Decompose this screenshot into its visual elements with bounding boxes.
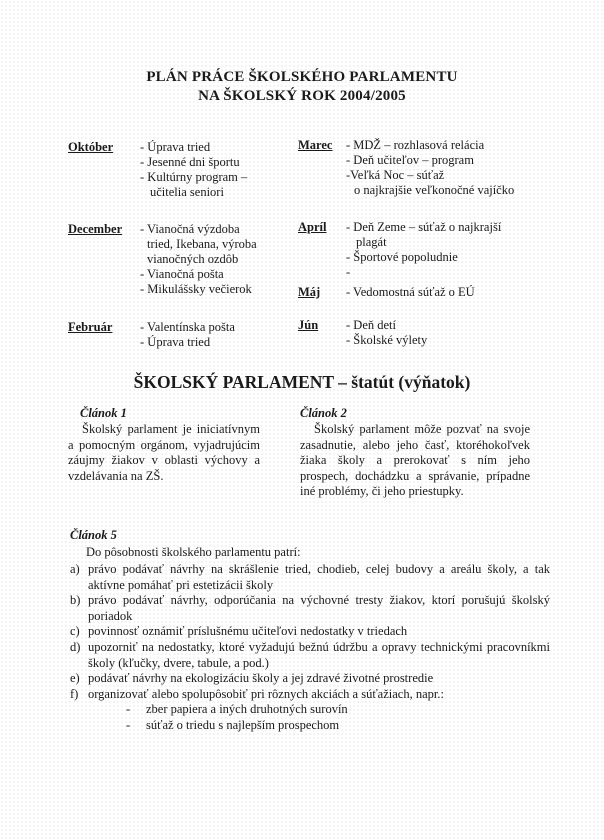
article-5-heading: Článok 5 <box>70 528 117 542</box>
month-label: Apríl <box>298 220 327 234</box>
sub-list-text: súťaž o triedu s najlepším prospechom <box>146 717 340 732</box>
plan-item: - Úprava tried <box>140 140 211 154</box>
month-label: Február <box>68 320 113 334</box>
list-item <box>70 562 550 593</box>
plan-item: učitelia seniori <box>150 185 224 199</box>
list-marker: c) <box>70 624 80 639</box>
plan-items <box>140 140 247 200</box>
list-text: upozorniť na nedostatky, ktoré vyžadujú bežnú údržbu a opravy technickými pracovníkmi školy (kľučky, dvere, tabule, a pod.) <box>88 639 550 670</box>
sub-list-item <box>70 718 550 734</box>
article-1-heading: Článok 1 <box>80 406 127 420</box>
list-text: povinnosť oznámiť príslušnému učiteľovi nedostatky v triedach <box>88 624 408 639</box>
plan-item: - <box>346 265 351 279</box>
list-text: právo podávať návrhy na skrášlenie tried, chodieb, celej budovy a areálu školy, a tak aktívne pomáhať pri estetizácii školy <box>88 562 550 592</box>
plan-items <box>140 320 235 350</box>
plan-items <box>346 285 475 300</box>
statute-title: ŠKOLSKÝ PARLAMENT – štatút (výňatok) <box>133 372 471 392</box>
month-label: Máj <box>298 285 321 299</box>
article-5-intro: Do pôsobnosti školského parlamentu patrí: <box>86 545 301 559</box>
list-item <box>70 671 550 687</box>
list-marker: d) <box>70 639 81 654</box>
page-title <box>0 68 604 106</box>
sub-list-marker: - <box>126 702 131 717</box>
list-text: organizovať alebo spolupôsobiť pri rôznych akciách a súťažiach, napr.: <box>88 686 444 701</box>
sub-list-item <box>70 702 550 718</box>
plan-item: - Vedomostná súťaž o EÚ <box>346 285 475 299</box>
plan-item: - Vianočná výzdoba <box>140 222 240 236</box>
plan-items <box>346 138 514 198</box>
plan-item: - MDŽ – rozhlasová relácia <box>346 138 485 152</box>
list-text: právo podávať návrhy, odporúčania na výchovné tresty žiakov, ktorí porušujú školský poriadok <box>88 593 550 623</box>
article-2-text: Školský parlament môže pozvať na svoje zasadnutie, alebo jeho časť, ktoréhokoľvek žiaka školy a prerokovať s ním jeho prospech, dochádzku a správanie, prípadne iné problémy, či jeho priestupky. <box>300 422 530 499</box>
list-text: podávať návrhy na ekologizáciu školy a jej zdravé životné prostredie <box>88 671 434 686</box>
list-marker: b) <box>70 593 81 608</box>
plan-item: - Vianočná pošta <box>140 267 224 281</box>
plan-item: - Úprava tried <box>140 335 211 349</box>
plan-item: plagát <box>356 235 387 249</box>
month-label: Marec <box>298 138 333 152</box>
plan-item: - Kultúrny program – <box>140 170 248 184</box>
sub-list-text: zber papiera a iných druhotných surovín <box>146 702 348 717</box>
month-label: December <box>68 222 123 236</box>
list-item <box>70 624 550 640</box>
sub-list-marker: - <box>126 717 131 732</box>
plan-item: vianočných ozdôb <box>147 252 239 266</box>
month-label: Jún <box>298 318 319 332</box>
plan-items <box>140 222 257 297</box>
plan-item: o najkrajšie veľkonočné vajíčko <box>354 183 515 197</box>
plan-item: - Valentínska pošta <box>140 320 235 334</box>
article-1-text: Školský parlament je iniciatívnym a pomocným orgánom, vyjadrujúcim záujmy žiakov v oblasti výchovy a vzdelávania na ZŠ. <box>68 422 260 483</box>
title-line-2: NA ŠKOLSKÝ ROK 2004/2005 <box>198 88 406 104</box>
plan-item: -Veľká Noc – súťaž <box>346 168 445 182</box>
plan-item: - Mikulášsky večierok <box>140 282 252 296</box>
plan-item: - Školské výlety <box>346 333 428 347</box>
article-5-list <box>70 562 550 734</box>
plan-item: - Deň učiteľov – program <box>346 153 474 167</box>
list-item <box>70 640 550 671</box>
plan-item: - Jesenné dni športu <box>140 155 240 169</box>
list-item <box>70 593 550 624</box>
title-line-1: PLÁN PRÁCE ŠKOLSKÉHO PARLAMENTU <box>146 69 458 85</box>
article-2-heading: Článok 2 <box>300 406 347 420</box>
plan-item: tried, Ikebana, výroba <box>147 237 257 251</box>
plan-items <box>346 220 501 280</box>
list-item <box>70 687 550 703</box>
plan-item: - Deň detí <box>346 318 396 332</box>
list-marker: e) <box>70 671 80 686</box>
month-label: Október <box>68 140 114 154</box>
plan-items <box>346 318 427 348</box>
list-marker: f) <box>70 686 79 701</box>
list-marker: a) <box>70 562 80 576</box>
plan-item: - Športové popoludnie <box>346 250 458 264</box>
plan-item: - Deň Zeme – súťaž o najkrajší <box>346 220 502 234</box>
